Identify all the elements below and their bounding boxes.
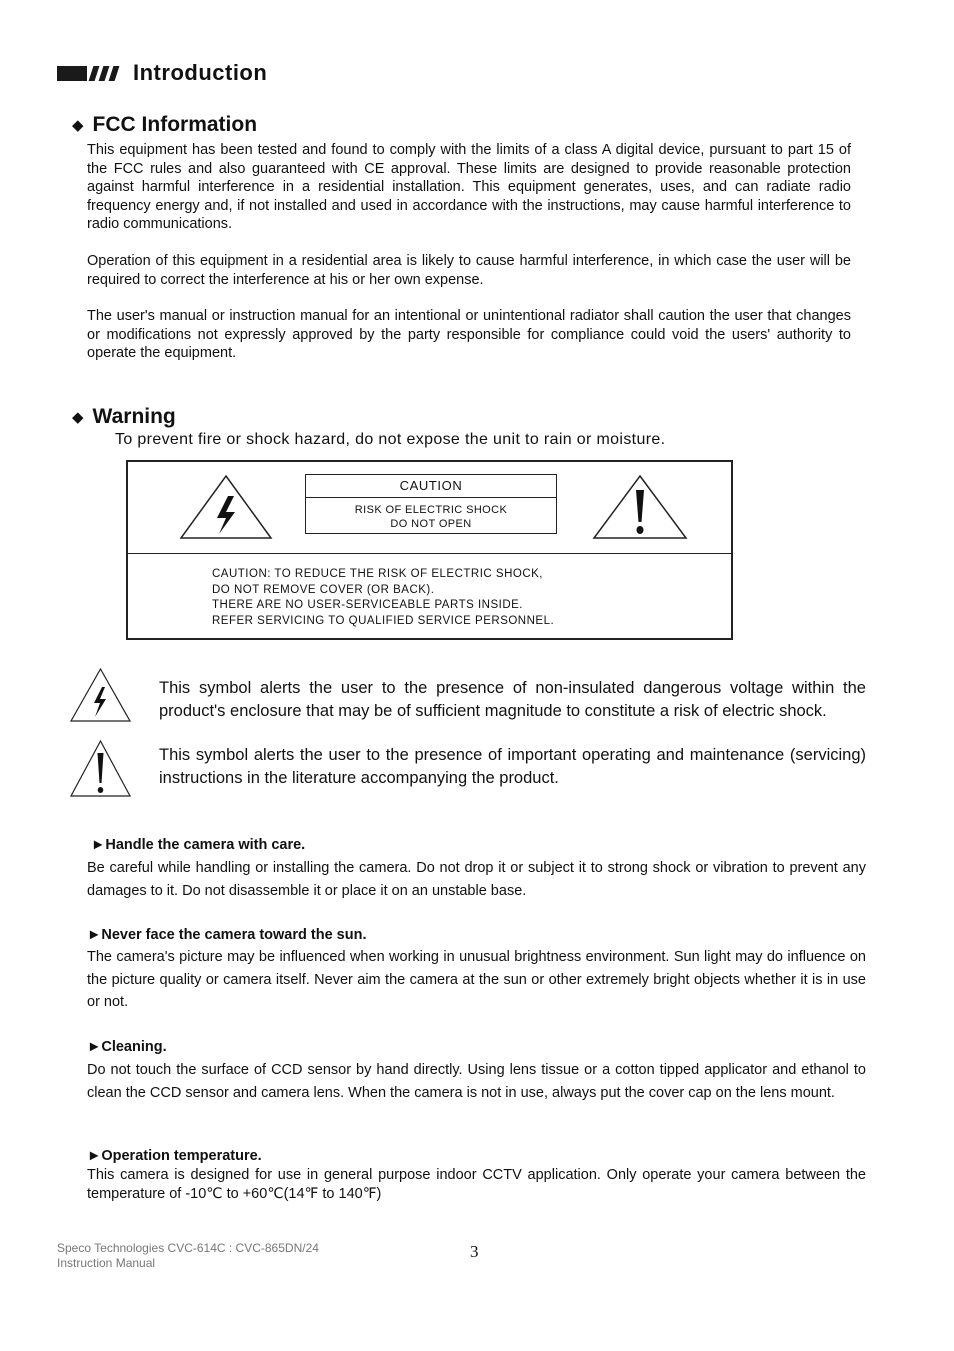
caution-box-top	[128, 462, 731, 554]
warning-heading	[72, 405, 176, 429]
care-heading-cleaning: ►Cleaning.	[87, 1039, 167, 1055]
caution-box-line-2: DO NOT REMOVE COVER (OR BACK).	[212, 583, 435, 596]
caution-label	[305, 474, 557, 534]
caution-box-line-1: CAUTION: TO REDUCE THE RISK OF ELECTRIC SHOCK,	[212, 568, 543, 580]
care-body-sun: The camera's picture may be influenced when working in unusual brightness environment. Sun light may do influence on the picture quality or camera itself. Never aim the camera at the sun or other extremely bright objects whether it is in use or not.	[87, 949, 866, 1010]
exclamation-warning-icon	[592, 474, 688, 540]
caution-box-line-4: REFER SERVICING TO QUALIFIED SERVICE PERSONNEL.	[212, 614, 555, 627]
care-body-temperature: This camera is designed for use in general purpose indoor CCTV application. Only operate your camera between the temperature of -10℃ to +60℃(14℉ to 140℉)	[87, 1167, 866, 1202]
caution-box	[126, 460, 733, 640]
electric-shock-warning-icon	[69, 667, 132, 723]
care-body-cleaning: Do not touch the surface of CCD sensor by hand directly. Using lens tissue or a cotton tipped applicator and ethanol to clean the CCD sensor and camera lens. When the camera is not in use, always put the cover cap on the lens mount.	[87, 1062, 866, 1101]
fcc-paragraph-1: This equipment has been tested and found to comply with the limits of a class A digital device, pursuant to part 15 of the FCC rules and also guaranteed with CE approval. These limits are designed to provide reasonable protection against harmful interference in a residential installation. This equipment generates, uses, and can radiate radio frequency energy and, if not installed and used in accordance with the instructions, may cause harmful interference to radio communications.	[87, 142, 851, 232]
voltage-symbol-text: This symbol alerts the user to the presence of non-insulated dangerous voltage within the product's enclosure that may be of sufficient magnitude to constitute a risk of electric shock.	[159, 679, 866, 720]
care-heading-temperature: ►Operation temperature.	[87, 1148, 262, 1164]
fcc-paragraph-2: Operation of this equipment in a residential area is likely to cause harmful interference, in which case the user will be required to correct the interference at his or her own expense.	[87, 253, 851, 288]
fcc-heading-text: FCC Information	[92, 113, 258, 136]
page-number: 3	[470, 1242, 479, 1261]
caution-label-line-2: DO NOT OPEN	[390, 518, 472, 530]
care-body-handle: Be careful while handling or installing the camera. Do not drop it or subject it to strong shock or vibration to prevent any damages to it. Do not disassemble it or place it on an unstable base.	[87, 860, 866, 899]
warning-heading-text: Warning	[92, 405, 176, 428]
footer-info	[57, 1241, 319, 1270]
caution-box-text	[212, 567, 554, 629]
care-heading-handle: ►Handle the camera with care.	[91, 837, 306, 853]
exclamation-warning-icon	[69, 739, 132, 798]
page-header	[57, 60, 267, 86]
fcc-paragraph-3: The user's manual or instruction manual for an intentional or unintentional radiator shall caution the user that changes or modifications not expressly approved by the party responsible for compliance could void the users' authority to operate the equipment.	[87, 308, 851, 361]
caution-label-title: CAUTION	[306, 475, 556, 498]
footer-doc-type: Instruction Manual	[57, 1255, 156, 1270]
electric-shock-warning-icon	[179, 474, 273, 540]
care-heading-sun: ►Never face the camera toward the sun.	[87, 927, 367, 943]
caution-label-line-1: RISK OF ELECTRIC SHOCK	[354, 504, 508, 516]
fcc-heading	[72, 113, 257, 137]
caution-label-sub	[306, 498, 556, 531]
diamond-bullet-icon: ◆	[72, 117, 84, 134]
caution-box-line-3: THERE ARE NO USER-SERVICEABLE PARTS INSIDE.	[212, 599, 523, 611]
instructions-symbol-text: This symbol alerts the user to the presence of important operating and maintenance (servicing) instructions in the literature accompanying the product.	[159, 746, 866, 787]
page-title: Introduction	[133, 60, 268, 85]
warning-line: To prevent fire or shock hazard, do not expose the unit to rain or moisture.	[115, 431, 666, 448]
diamond-bullet-icon: ◆	[72, 409, 84, 426]
footer-product: Speco Technologies CVC-614C : CVC-865DN/24	[57, 1241, 319, 1255]
header-bars-icon	[57, 66, 117, 81]
